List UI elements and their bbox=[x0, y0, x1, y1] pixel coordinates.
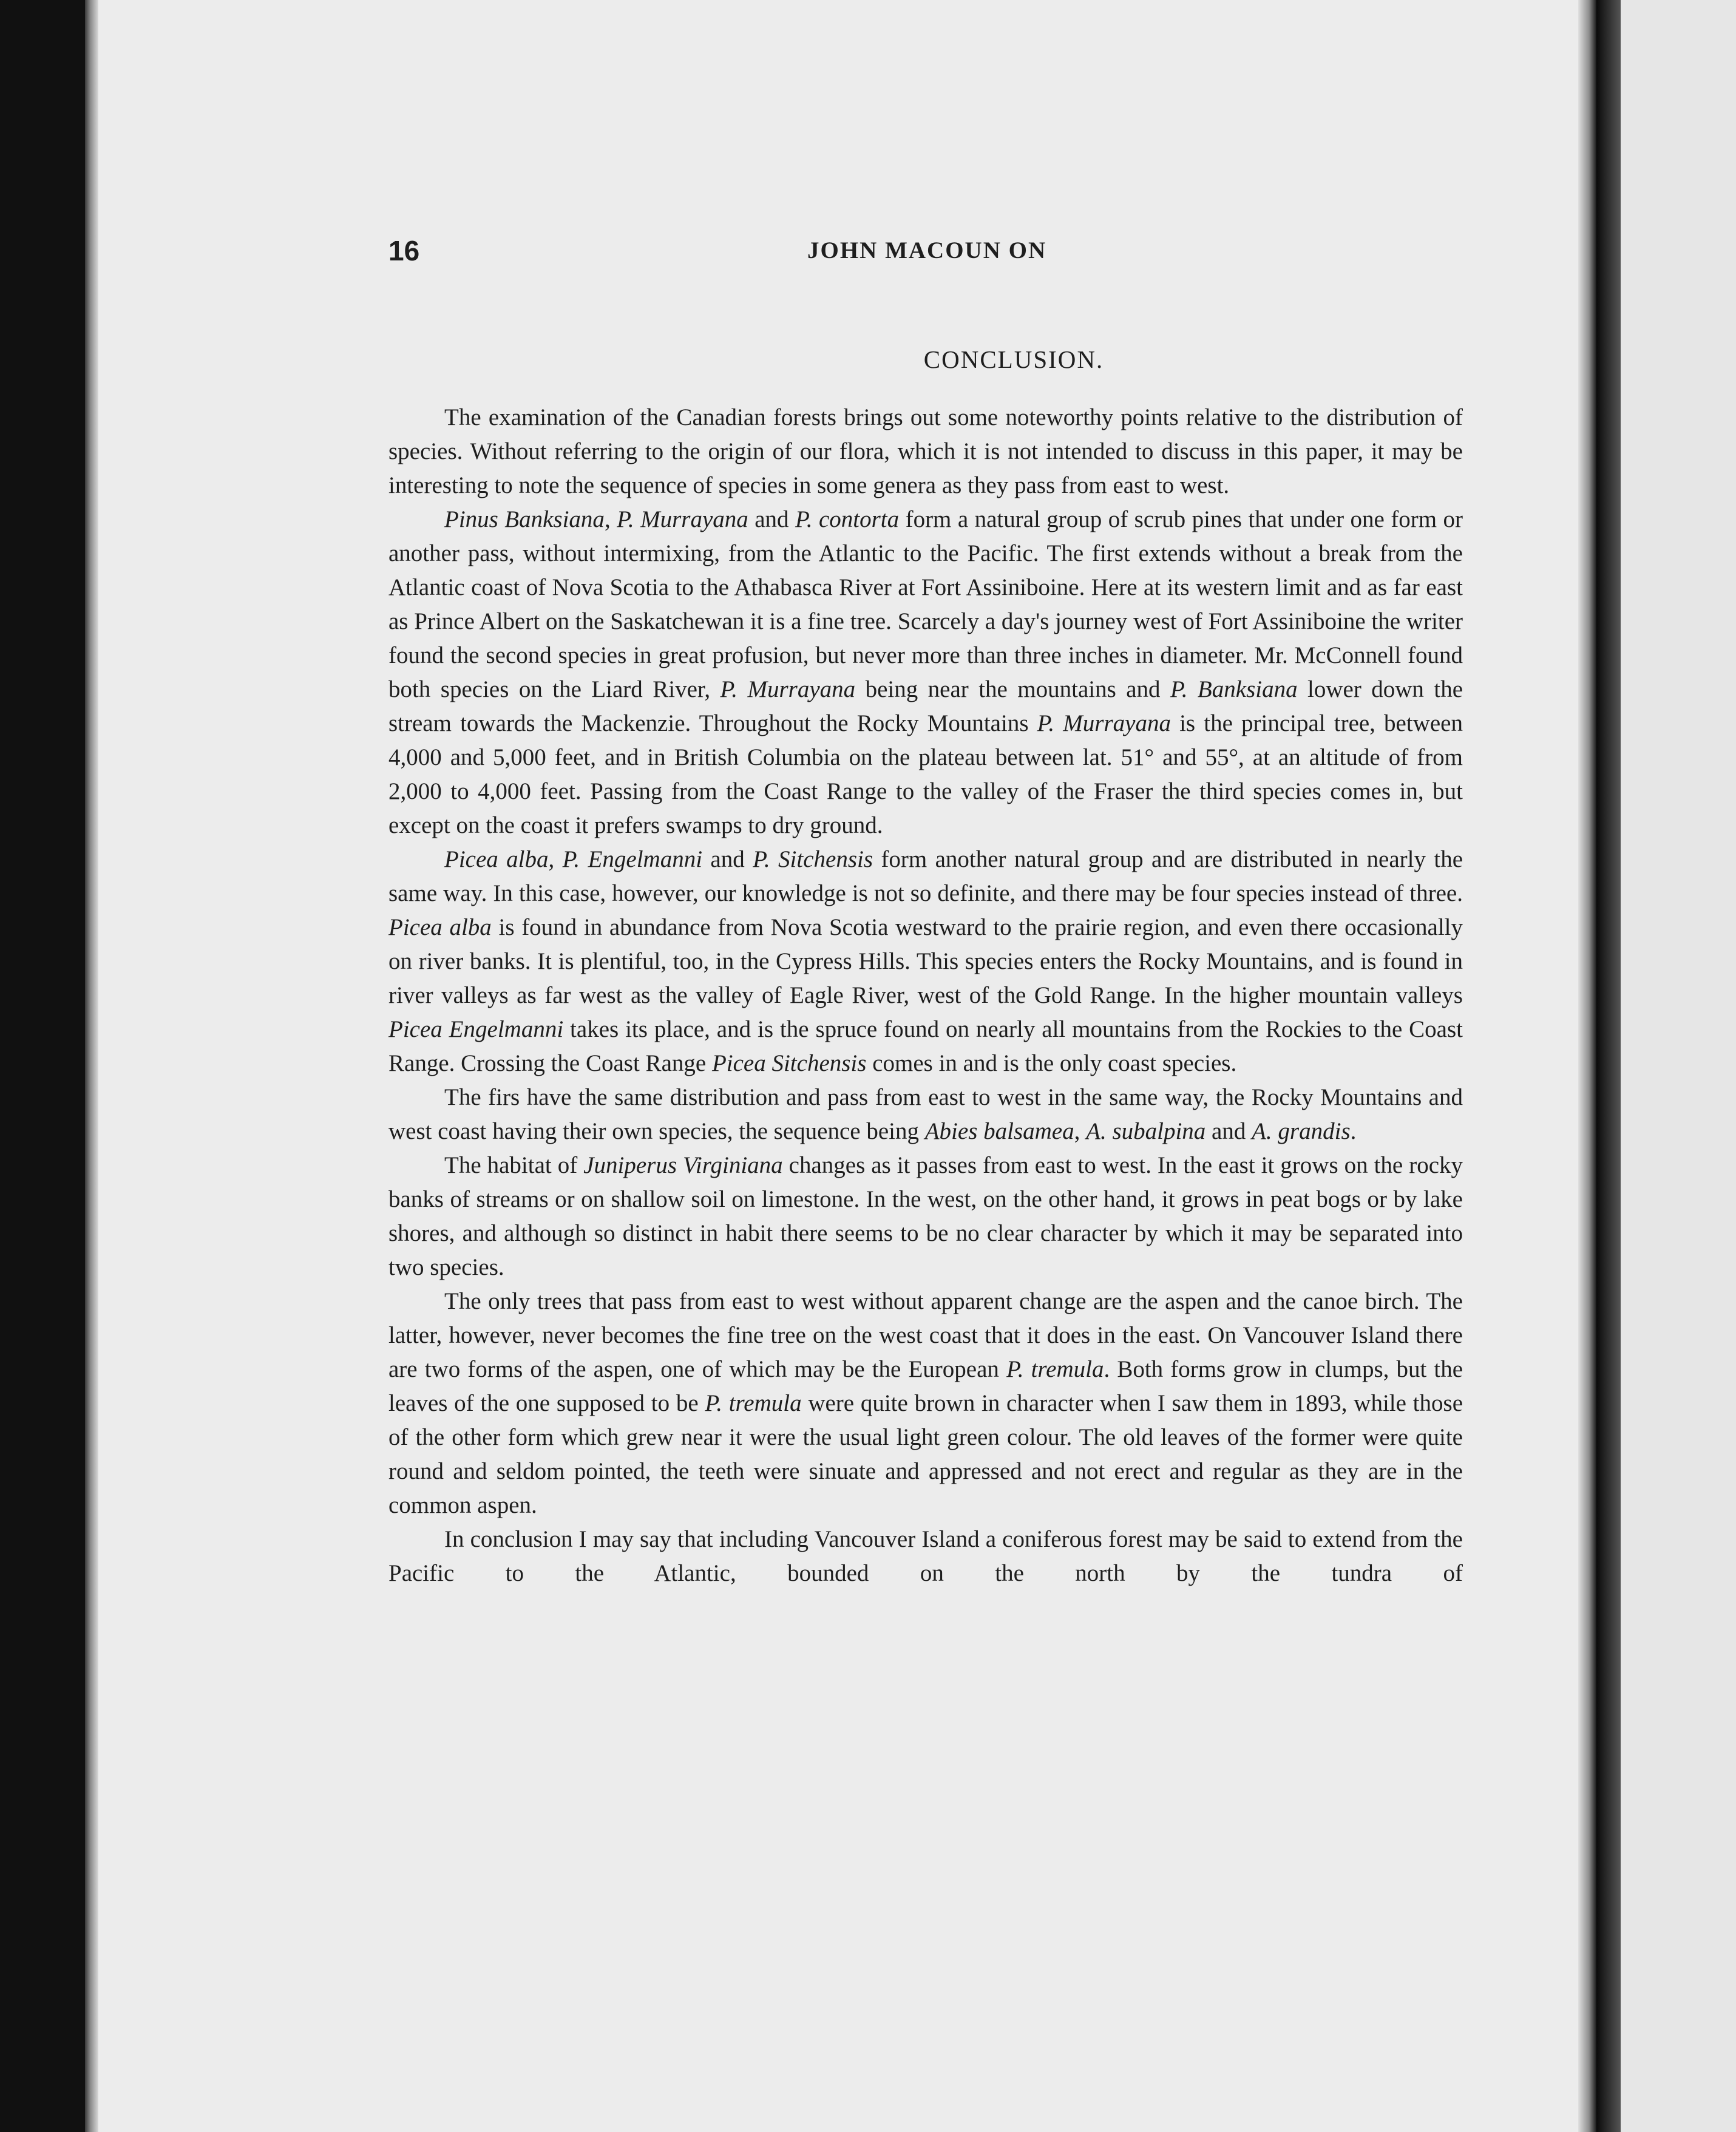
text-run: lower down the stream towards the Mackenzie. Throughout the Rocky Mountains bbox=[388, 676, 1463, 736]
page-left-edge bbox=[85, 0, 98, 2132]
running-title: JOHN MACOUN ON bbox=[807, 237, 1047, 263]
text-run: , bbox=[548, 846, 563, 872]
text-run: is found in abundance from Nova Scotia westward to the prairie region, and even there occasionally on river banks. It is plentiful, too, in the Cypress Hills. This species enters the Rocky Mountains, and is found in river valleys as far west as the valley of Eagle River, west of the Gold Range. In the higher mountain valleys bbox=[388, 914, 1463, 1008]
text-run: In conclusion I may say that including Vancouver Island a coniferous forest may be said to extend from the Pacific to the Atlantic, bounded on the north by the tundra of bbox=[388, 1526, 1463, 1586]
paragraph bbox=[388, 1523, 1463, 1591]
text-run: The habitat of bbox=[444, 1152, 584, 1178]
species-name: Abies balsamea bbox=[924, 1118, 1074, 1144]
species-name: A. grandis bbox=[1252, 1118, 1351, 1144]
text-run: The only trees that pass from east to west without apparent change are the aspen and the canoe birch. The latter, however, never becomes the fine tree on the west coast that it does in the east. On Vancouver Island there are two forms of the aspen, one of which may be the European bbox=[388, 1288, 1463, 1382]
species-name: Picea alba bbox=[388, 914, 492, 940]
text-run: , bbox=[604, 506, 617, 532]
paragraph bbox=[388, 1285, 1463, 1523]
paragraph bbox=[388, 503, 1463, 843]
gutter-shadow bbox=[1596, 0, 1621, 2132]
paragraph bbox=[388, 1081, 1463, 1149]
species-name: P. Sitchensis bbox=[753, 846, 873, 872]
species-name: P. tremula bbox=[705, 1390, 802, 1416]
text-run: and bbox=[1205, 1118, 1252, 1144]
species-name: P. Murrayana bbox=[720, 676, 856, 702]
text-run: . bbox=[1350, 1118, 1357, 1144]
body-text bbox=[388, 401, 1463, 1591]
page-number: 16 bbox=[388, 235, 420, 266]
text-run: and bbox=[748, 506, 795, 532]
text-run: The firs have the same distribution and pass from east to west in the same way, the Rocky Mountains and west coast having their own species, the sequence being bbox=[388, 1084, 1463, 1144]
text-run: form a natural group of scrub pines that under one form or another pass, without intermixing, from the Atlantic to the Pacific. The first extends without a break from the Atlantic coast of Nova Scotia to the Athabasca River at Fort Assiniboine. Here at its western limit and as far east as Prince Albert on the Saskatchewan it is a fine tree. Scarcely a day's journey west of Fort Assiniboine the writer found the second species in great profusion, but never more than three inches in diameter. Mr. McConnell found both species on the Liard River, bbox=[388, 506, 1463, 702]
text-run: is the principal tree, between 4,000 and 5,000 feet, and in British Columbia on the plateau between lat. 51° and 55°, at an altitude of from 2,000 to 4,000 feet. Passing from the Coast Range to the valley of the Fraser the third species comes in, but except on the coast it prefers swamps to dry ground. bbox=[388, 710, 1463, 838]
text-run: changes as it passes from east to west. In the east it grows on the rocky banks of streams or on shallow soil on limestone. In the west, on the other hand, it grows in peat bogs or by lake shores, and although so distinct in habit there seems to be no clear character by which it may be separated into two species. bbox=[388, 1152, 1463, 1280]
text-run: , bbox=[1074, 1118, 1087, 1144]
species-name: A. subalpina bbox=[1086, 1118, 1206, 1144]
species-name: P. Murrayana bbox=[1037, 710, 1171, 736]
species-name: Picea Sitchensis bbox=[711, 1050, 867, 1076]
running-head bbox=[388, 234, 1517, 277]
species-name: Picea alba bbox=[444, 846, 549, 872]
species-name: P. tremula bbox=[1006, 1356, 1104, 1382]
text-run: form another natural group and are distributed in nearly the same way. In this case, however, our knowledge is not so definite, and there may be four species instead of three. bbox=[388, 846, 1463, 906]
paragraph bbox=[388, 843, 1463, 1081]
species-name: Juniperus Virginiana bbox=[583, 1152, 783, 1178]
species-name: Pinus Banksiana bbox=[444, 506, 605, 532]
text-run: and bbox=[702, 846, 753, 872]
species-name: P. Banksiana bbox=[1170, 676, 1298, 702]
species-name: Picea Engelmanni bbox=[388, 1016, 564, 1042]
section-title: CONCLUSION. bbox=[923, 345, 1104, 373]
text-run: being near the mountains and bbox=[855, 676, 1170, 702]
page-right-edge bbox=[1578, 0, 1596, 2132]
paragraph bbox=[388, 401, 1463, 503]
text-run: The examination of the Canadian forests brings out some noteworthy points relative to the distribution of species. Without referring to the origin of our flora, which it is not intended to discuss in this paper, it may be interesting to note the sequence of species in some genera as they pass from east to west. bbox=[388, 404, 1463, 498]
text-run: were quite brown in character when I saw them in 1893, while those of the other form which grew near it were the usual light green colour. The old leaves of the former were quite round and seldom pointed, the teeth were sinuate and appressed and not erect and regular as they are in the common aspen. bbox=[388, 1390, 1463, 1518]
species-name: P. contorta bbox=[795, 506, 900, 532]
species-name: P. Murrayana bbox=[617, 506, 748, 532]
species-name: P. Engelmanni bbox=[562, 846, 703, 872]
paragraph bbox=[388, 1149, 1463, 1285]
text-run: comes in and is the only coast species. bbox=[866, 1050, 1237, 1076]
text-run: . Both forms grow in clumps, but the leaves of the one supposed to be bbox=[388, 1356, 1463, 1416]
facing-page bbox=[1615, 0, 1736, 2132]
text-run: takes its place, and is the spruce found on nearly all mountains from the Rockies to the Coast Range. Crossing the Coast Range bbox=[388, 1016, 1463, 1076]
